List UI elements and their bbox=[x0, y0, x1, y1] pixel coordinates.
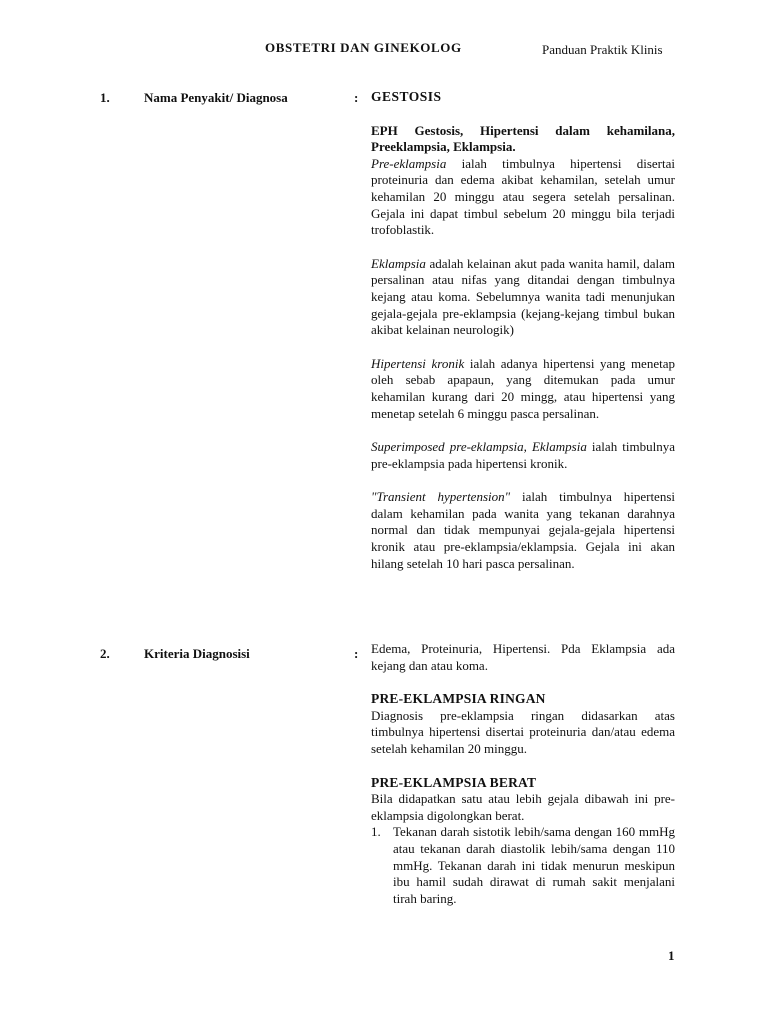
term: Hipertensi kronik bbox=[371, 355, 465, 371]
paragraph-berat: Bila didapatkan satu atau lebih gejala dibawah ini pre-eklampsia digolongkan berat. bbox=[371, 791, 675, 823]
paragraph-superimposed bbox=[371, 439, 675, 472]
definition: ialah timbulnya hipertensi disertai proteinuria dan edema akibat kehamilan, setelah umur kehamilan 20 minggu atau segera setelah persalinan. Gejala ini dapat timbul sebelum 20 minggu bila terjadi trofoblastik. bbox=[371, 155, 675, 238]
list-item-text: Tekanan darah sistotik lebih/sama dengan 160 mmHg atau tekanan darah diastolik lebih/sama dengan 110 mmHg. Tekanan darah ini tidak menurun meskipun ibu hamil sudah dirawat di rumah sakit menjalani tirah baring. bbox=[393, 824, 675, 906]
heading-pre-eklampsia-ringan: PRE-EKLAMPSIA RINGAN bbox=[371, 691, 546, 707]
page-number: 1 bbox=[668, 948, 675, 963]
section-number: 1. bbox=[100, 90, 110, 105]
heading-pre-eklampsia-berat: PRE-EKLAMPSIA BERAT bbox=[371, 774, 537, 790]
document-title: OBSTETRI DAN GINEKOLOG bbox=[265, 40, 462, 55]
diagnosis-title: GESTOSIS bbox=[371, 89, 442, 104]
section-number: 2. bbox=[100, 646, 110, 661]
paragraph-eklampsia bbox=[371, 256, 675, 339]
definition: ialah adanya hipertensi yang menetap oleh sebab apapaun, yang ditemukan pada umur kehamilan kurang dari 20 mingg, atau hipertensi yang menetap setelah 6 minggu pasca persalinan. bbox=[371, 355, 675, 421]
list-item bbox=[371, 824, 675, 907]
document-subtitle: Panduan Praktik Klinis bbox=[542, 42, 663, 57]
paragraph-hipertensi-kronik bbox=[371, 356, 675, 422]
term: Superimposed pre-eklampsia, Eklampsia bbox=[371, 439, 587, 455]
definition: ialah timbulnya hipertensi dalam kehamilan pada wanita yang tekanan darahnya normal dan tidak mempunyai gejala-gejala hipertensi kronik atau pre-eklampsia/eklampsia. Gejala ini akan hilang setelah 10 hari pasca persalinan. bbox=[371, 489, 675, 571]
paragraph-pre-eklampsia bbox=[371, 156, 675, 239]
section-label: Nama Penyakit/ Diagnosa bbox=[144, 90, 288, 105]
term: "Transient hypertension" bbox=[371, 489, 511, 505]
term: Pre-eklampsia bbox=[371, 155, 447, 171]
diagnosis-subtitle: EPH Gestosis, Hipertensi dalam kehamilana, Preeklampsia, Eklampsia. bbox=[371, 122, 675, 155]
term: Eklampsia bbox=[371, 255, 426, 271]
paragraph-ringan: Diagnosis pre-eklampsia ringan didasarkan atas timbulnya hipertensi disertai proteinuria dan/atau edema setelah kehamilan 20 minggu. bbox=[371, 707, 675, 756]
section-colon: : bbox=[354, 646, 359, 661]
criteria-intro: Edema, Proteinuria, Hipertensi. Pda Eklampsia ada kejang dan atau koma. bbox=[371, 641, 675, 673]
list-item-number: 1. bbox=[371, 824, 381, 840]
section-label: Kriteria Diagnosisi bbox=[144, 646, 250, 661]
definition: ialah timbulnya pre-eklampsia pada hipertensi kronik. bbox=[371, 439, 675, 471]
section-2-content bbox=[371, 641, 675, 907]
section-1-content bbox=[371, 89, 675, 572]
criteria-list bbox=[371, 824, 675, 907]
paragraph-transient-hypertension bbox=[371, 489, 675, 572]
definition: adalah kelainan akut pada wanita hamil, dalam persalinan atau nifas yang ditandai dengan timbulnya kejang atau koma. Sebelumnya wanita tadi menunjukan gejala-gejala pre-eklampsia (kejang-kejang timbul bukan akibat kelainan neurologik) bbox=[371, 255, 675, 338]
section-colon: : bbox=[354, 90, 359, 105]
